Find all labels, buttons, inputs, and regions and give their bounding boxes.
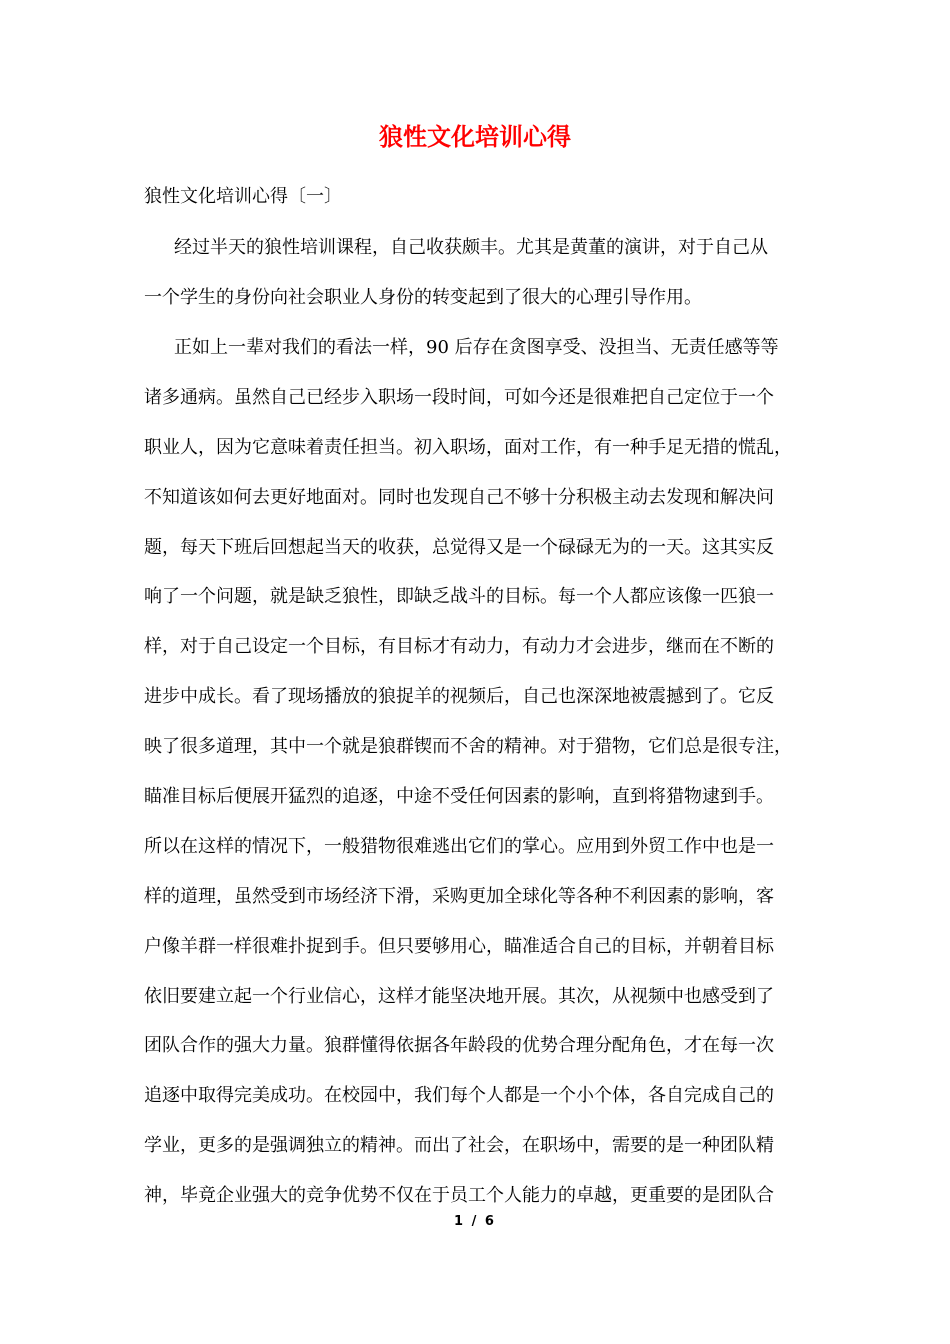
section-heading: 狼性文化培训心得〔一〕 [144,186,342,207]
text-line: 样的道理，虽然受到市场经济下滑，采购更加全球化等各种不利因素的影响，客 [144,885,774,907]
text-line: 响了一个问题，就是缺乏狼性，即缺乏战斗的目标。每一个人都应该像一匹狼一 [144,586,774,608]
text-line: 一个学生的身份向社会职业人身份的转变起到了很大的心理引导作用。 [144,286,702,308]
text-line: 进步中成长。看了现场播放的狼捉羊的视频后，自己也深深地被震撼到了。它反 [144,686,774,708]
text-line: 所以在这样的情况下，一般猎物很难逃出它们的掌心。应用到外贸工作中也是一 [144,835,774,857]
text-line: 正如上一辈对我们的看法一样，90 后存在贪图享受、没担当、无责任感等等 [174,337,779,358]
text-line: 不知道该如何去更好地面对。同时也发现自己不够十分积极主动去发现和解决问 [144,486,774,508]
text-line: 神，毕竟企业强大的竞争优势不仅在于员工个人能力的卓越，更重要的是团队合 [144,1185,774,1207]
text-line: 职业人，因为它意味着责任担当。初入职场，面对工作，有一种手足无措的慌乱， [144,436,792,458]
text-line: 追逐中取得完美成功。在校园中，我们每个人都是一个小个体，各自完成自己的 [144,1085,774,1107]
text-line: 映了很多道理，其中一个就是狼群锲而不舍的精神。对于猎物，它们总是很专注， [144,736,792,758]
text-line: 瞄准目标后便展开猛烈的追逐，中途不受任何因素的影响，直到将猎物逮到手。 [144,786,774,808]
text-line: 诸多通病。虽然自己已经步入职场一段时间，可如今还是很难把自己定位于一个 [144,386,774,408]
text-line: 学业，更多的是强调独立的精神。而出了社会，在职场中，需要的是一种团队精 [144,1135,774,1157]
page-number: 1 / 6 [454,1214,496,1229]
text-line: 经过半天的狼性培训课程，自己收获颇丰。尤其是黄董的演讲，对于自己从 [174,237,768,258]
text-line: 户像羊群一样很难扑捉到手。但只要够用心，瞄准适合自己的目标，并朝着目标 [144,935,774,957]
paragraph-2 [144,323,820,1221]
paragraph-1 [144,223,820,323]
document-title: 狼性文化培训心得 [379,123,571,151]
text-line: 依旧要建立起一个行业信心，这样才能坚决地开展。其次，从视频中也感受到了 [144,985,774,1007]
text-line: 题，每天下班后回想起当天的收获，总觉得又是一个碌碌无为的一天。这其实反 [144,536,774,558]
text-line: 团队合作的强大力量。狼群懂得依据各年龄段的优势合理分配角色，才在每一次 [144,1035,774,1057]
text-line: 样，对于自己设定一个目标，有目标才有动力，有动力才会进步，继而在不断的 [144,636,774,658]
